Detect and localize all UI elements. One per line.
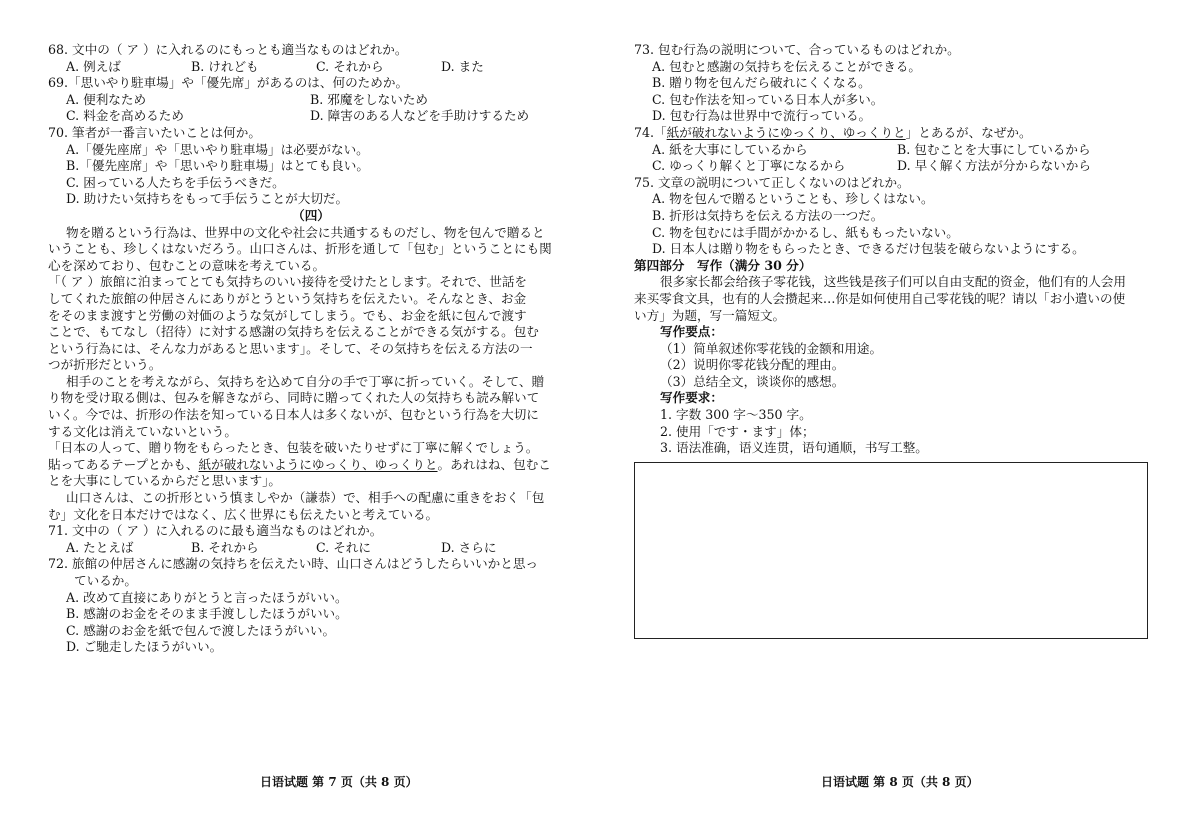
stem-text: 74.「 [634,124,667,140]
option: C. それに [316,539,371,555]
option: B. 包むことを大事にしているから [897,141,1091,157]
option: B.「優先座席」や「思いやり駐車場」はとても良い。 [66,158,369,174]
option: A. 紙を大事にしているから [652,141,808,157]
writing-point: （3）总结全文，谈谈你的感想。 [660,373,845,389]
question-69-stem: 69.「思いやり駐車場」や「優先席」があるのは、何のためか。 [48,75,409,91]
question-68-stem: 68. 文中の（ ア ）に入れるのにもっとも適当なものはどれか。 [48,42,408,57]
passage-line: してくれた旅館の仲居さんにありがとうという気持ちを伝えたい。そんなとき、お金 [48,290,527,306]
question-74-stem [634,125,1148,142]
option: D. さらに [441,539,497,555]
passage-line: む」文化を日本だけではなく、広く世界にも伝えたいと考えている。 [48,506,439,522]
passage-line: 物を贈るという行為は、世界中の文化や社会に共通するものだし、物を包んで贈ると [66,224,545,240]
underlined-phrase: 紙が破れないようにゆっくり、ゆっくりと [198,456,438,472]
writing-prompt-line: 很多家长都会给孩子零花钱，这些钱是孩子们可以自由支配的资金，他们有的人会用 [660,274,1126,290]
option: B. 感謝のお金をそのまま手渡ししたほうがいい。 [66,606,348,622]
question-69-options-row2 [48,108,574,125]
option: D. 助けたい気持ちをもって手伝うことが大切だ。 [66,191,349,207]
question-71-options [48,540,574,557]
question-73-stem: 73. 包む行為の説明について、合っているものはどれか。 [634,42,960,57]
passage-line: ことで、もてなし（招待）に対する感謝の気持ちを伝えることができる気がする。包む [48,324,539,340]
option: C. 困っている人たちを手伝うべきだ。 [66,174,285,190]
page-footer-left: 日语试题 第 7 页（共 8 页） [260,775,418,789]
option: D. ご馳走したほうがいい。 [66,639,223,655]
option: D. 早く解く方法が分からないから [897,158,1091,174]
option: B. 邪魔をしないため [310,91,429,107]
passage-text: 貼ってあるテープとかも、 [48,456,199,472]
question-75-stem: 75. 文章の説明について正しくないのはどれか。 [634,174,910,190]
passage-line: とを大事にしているからだと思います」。 [48,473,281,489]
passage-line: 「日本の人って、贈り物をもらったとき、包装を破いたりせずに丁寧に解くでしょう。 [48,440,539,456]
question-72-stem: 72. 旅館の仲居さんに感謝の気持ちを伝えたい時、山口さんはどうしたらいいかと思っ [48,556,539,572]
option: A. 改めて直接にありがとうと言ったほうがいい。 [66,589,348,605]
right-column [634,42,1148,457]
writing-prompt-line: 来买零食文具，也有的人会攒起来…你是如何使用自己零花钱的呢？请以「お小遣いの使 [634,290,1126,306]
passage-line: 山口さんは、この折形という慎ましやか（謙恭）で、相手への配慮に重きをおく「包 [66,490,545,506]
passage-line-underlined [48,457,574,474]
writing-point: （2）说明你零花钱分配的理由。 [660,357,845,373]
option: C. 感謝のお金を紙で包んで渡したほうがいい。 [66,622,336,638]
passage-line: いうことも、珍しくはないだろう。山口さんは、折形を通して「包む」ということにも関 [48,241,552,257]
option: C. 料金を高めるため [66,108,184,124]
option: B. それから [191,539,259,555]
passage-line: り物を受け取る側は、包みを解きながら、同時に贈ってくれた人の気持ちも読み解いて [48,390,540,406]
question-74-options-row1 [634,142,1148,159]
passage-line: という行為には、そんな力があると思います」。そして、その気持ちを伝える方法の一 [48,340,533,356]
option: A. 例えば [66,58,121,74]
section-heading: （四） [292,207,330,223]
writing-section-heading: 第四部分 写作（满分 30 分） [634,257,812,273]
option: C. それから [316,58,384,74]
option: C. ゆっくり解くと丁寧になるから [652,158,846,174]
passage-text: 。あれはね、包むこ [437,456,551,472]
question-71-stem: 71. 文中の（ ア ）に入れるのに最も適当なものはどれか。 [48,523,383,539]
question-74-options-row2 [634,158,1148,175]
option: D. 日本人は贈り物をもらったとき、できるだけ包装を破らないようにする。 [652,241,1085,257]
option: A. たとえば [66,539,134,555]
option: B. 贈り物を包んだら破れにくくなる。 [652,75,871,91]
question-68-options [48,59,574,76]
option: A. 包むと感謝の気持ちを伝えることができる。 [652,58,921,74]
answer-box[interactable] [634,462,1148,639]
option: B. けれども [191,58,259,74]
passage-line: いく。今では、折形の作法を知っている日本人は多くないが、包むという行為を大切に [48,407,539,423]
page-footer-right: 日语试题 第 8 页（共 8 页） [821,775,979,789]
option: D. 障害のある人などを手助けするため [310,108,530,124]
question-72-stem-cont: ているか。 [74,573,137,588]
option: A.「優先座席」や「思いやり駐車場」は必要がない。 [66,141,369,157]
option: D. また [441,58,484,74]
writing-requirement: 2. 使用「です・ます」体； [660,423,815,439]
option: D. 包む行為は世界中で流行っている。 [652,108,872,124]
passage-line: をそのまま渡すと労働の対価のような気がしてしまう。でも、お金を紙に包んで渡す [48,307,527,323]
writing-requirement: 1. 字数 300 字～350 字。 [660,407,812,423]
passage-line: する文化は消えていないという。 [48,423,237,439]
passage-line: つが折形だという。 [48,357,162,373]
question-70-stem: 70. 筆者が一番言いたいことは何か。 [48,124,261,140]
passage-line: 「（ ア ）旅館に泊まってとても気持ちのいい接待を受けたとします。それで、世話を [48,274,528,290]
option: A. 便利なため [66,91,147,107]
passage-line: 相手のことを考えながら、気持ちを込めて自分の手で丁寧に折っていく。そして、贈 [66,373,545,389]
passage-line: 心を深めており、包むことの意味を考えている。 [48,257,326,273]
option: C. 包む作法を知っている日本人が多い。 [652,91,884,107]
stem-text: 」とあるが、なぜか。 [905,124,1032,140]
option: A. 物を包んで贈るということも、珍しくはない。 [652,191,934,207]
writing-requirements-title: 写作要求： [660,390,723,406]
writing-point: （1）简单叙述你零花钱的金额和用途。 [660,340,883,356]
underlined-phrase: 紙が破れないようにゆっくり、ゆっくりと [666,124,906,140]
writing-requirement: 3. 语法准确，语义连贯，语句通顺，书写工整。 [660,440,928,456]
left-column [48,42,574,656]
writing-points-title: 写作要点： [660,324,723,340]
option: C. 物を包むには手間がかかるし、紙ももったいない。 [652,224,959,240]
option: B. 折形は気持ちを伝える方法の一つだ。 [652,207,884,223]
writing-prompt-line: い方」为题，写一篇短文。 [634,307,786,323]
question-69-options-row1 [48,92,574,109]
